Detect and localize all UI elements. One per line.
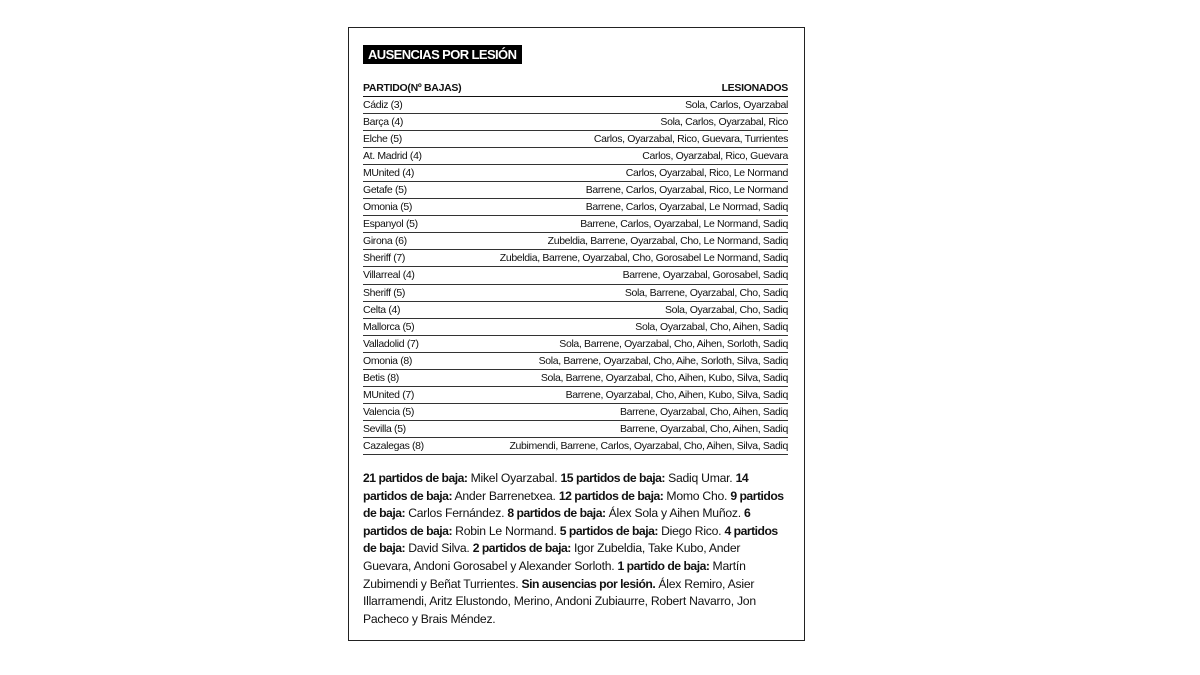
panel-title: AUSENCIAS POR LESIÓN <box>363 45 522 64</box>
players-cell: Carlos, Oyarzabal, Rico, Le Normand <box>625 167 788 180</box>
summary-label: 21 partidos de baja: <box>363 471 468 485</box>
players-cell: Barrene, Carlos, Oyarzabal, Le Normad, Sadiq <box>585 201 788 214</box>
summary-label: 15 partidos de baja: <box>560 471 665 485</box>
match-cell: MUnited (4) <box>363 167 414 180</box>
table-row <box>363 267 788 284</box>
table-row <box>363 387 788 404</box>
players-cell: Carlos, Oyarzabal, Rico, Guevara, Turrientes <box>593 133 788 146</box>
summary-text: Álex Remiro, Asier Illarramendi, Aritz Elustondo, Merino, Andoni Zubiaurre, Robert Navarro, Jon Pacheco y Brais Méndez. <box>363 576 760 626</box>
match-cell: MUnited (7) <box>363 388 414 401</box>
table-row <box>363 370 788 387</box>
table-row <box>363 250 788 267</box>
players-cell: Carlos, Oyarzabal, Rico, Guevara <box>642 150 788 163</box>
summary-paragraph <box>363 470 788 628</box>
table-row <box>363 199 788 216</box>
players-cell: Sola, Barrene, Oyarzabal, Cho, Aihen, Kubo, Silva, Sadiq <box>540 371 788 384</box>
summary-label: 9 partidos de baja: <box>363 488 784 521</box>
summary-text: Mikel Oyarzabal. <box>467 471 561 485</box>
players-cell: Barrene, Oyarzabal, Cho, Aihen, Kubo, Silva, Sadiq <box>565 388 788 401</box>
table-row <box>363 165 788 182</box>
summary-label: 12 partidos de baja: <box>558 488 664 503</box>
match-cell: Betis (8) <box>363 371 399 384</box>
summary-label: 5 partidos de baja: <box>559 523 658 538</box>
table-row <box>363 404 788 421</box>
table-row <box>363 319 788 336</box>
table-row <box>363 353 788 370</box>
players-cell: Sola, Barrene, Oyarzabal, Cho, Sadiq <box>624 286 788 299</box>
summary-text: Carlos Fernández. <box>405 506 508 521</box>
players-cell: Barrene, Oyarzabal, Gorosabel, Sadiq <box>622 269 788 282</box>
match-cell: Elche (5) <box>363 133 402 146</box>
summary-text: David Silva. <box>405 541 473 556</box>
players-cell: Sola, Barrene, Oyarzabal, Cho, Aihe, Sorloth, Silva, Sadiq <box>538 354 788 367</box>
summary-text: Diego Rico. <box>657 523 725 538</box>
players-cell: Zubimendi, Barrene, Carlos, Oyarzabal, Cho, Aihen, Silva, Sadiq <box>509 439 788 452</box>
match-cell: Barça (4) <box>363 116 404 129</box>
players-cell: Sola, Carlos, Oyarzabal <box>685 99 788 111</box>
match-cell: Cazalegas (8) <box>363 439 424 452</box>
summary-label: 8 partidos de baja: <box>507 506 606 521</box>
summary-text: Robin Le Normand. <box>452 523 560 538</box>
summary-label: Sin ausencias por lesión. <box>521 576 656 591</box>
players-cell: Sola, Barrene, Oyarzabal, Cho, Aihen, Sorloth, Sadiq <box>559 337 788 350</box>
table-row <box>363 302 788 319</box>
match-cell: Mallorca (5) <box>363 320 415 333</box>
table-row <box>363 438 788 455</box>
summary-label: 4 partidos de baja: <box>363 523 778 556</box>
summary-text: Sadiq Umar. <box>664 471 736 485</box>
match-cell: Villarreal (4) <box>363 269 415 282</box>
match-cell: Celta (4) <box>363 303 401 316</box>
summary-label: 14 partidos de baja: <box>363 471 749 503</box>
match-cell: Getafe (5) <box>363 184 407 197</box>
table-body <box>363 97 788 455</box>
match-cell: Valencia (5) <box>363 405 415 418</box>
match-cell: Espanyol (5) <box>363 218 418 231</box>
match-cell: Sheriff (7) <box>363 252 406 265</box>
absences-table <box>363 80 788 455</box>
summary-text: Álex Sola y Aihen Muñoz. <box>605 506 745 521</box>
table-header <box>363 80 788 97</box>
table-row <box>363 216 788 233</box>
match-cell: Omonia (8) <box>363 354 413 367</box>
players-cell: Barrene, Carlos, Oyarzabal, Rico, Le Normand <box>585 184 788 197</box>
match-cell: Omonia (5) <box>363 201 413 214</box>
players-cell: Barrene, Oyarzabal, Cho, Aihen, Sadiq <box>620 405 788 418</box>
players-cell: Barrene, Oyarzabal, Cho, Aihen, Sadiq <box>620 422 788 435</box>
match-cell: Valladolid (7) <box>363 337 419 350</box>
header-players: LESIONADOS <box>721 82 788 94</box>
injury-absences-panel <box>348 27 805 641</box>
match-cell: At. Madrid (4) <box>363 150 422 163</box>
players-cell: Barrene, Carlos, Oyarzabal, Le Normand, Sadiq <box>580 218 788 231</box>
match-cell: Sevilla (5) <box>363 422 406 435</box>
match-cell: Girona (6) <box>363 235 407 248</box>
summary-text: Ander Barrenetxea. <box>452 488 559 503</box>
table-row <box>363 421 788 438</box>
table-row <box>363 114 788 131</box>
table-row <box>363 148 788 165</box>
header-match: PARTIDO(Nº BAJAS) <box>363 82 462 94</box>
table-row <box>363 336 788 353</box>
table-row <box>363 285 788 302</box>
players-cell: Sola, Oyarzabal, Cho, Sadiq <box>664 303 788 316</box>
table-row <box>363 233 788 250</box>
summary-text: Momo Cho. <box>663 488 731 503</box>
summary-label: 2 partidos de baja: <box>472 541 571 556</box>
match-cell: Sheriff (5) <box>363 286 406 299</box>
table-row <box>363 182 788 199</box>
summary-text: Igor Zubeldia, Take Kubo, Ander Guevara, Andoni Gorosabel y Alexander Sorloth. <box>363 541 744 573</box>
players-cell: Sola, Carlos, Oyarzabal, Rico <box>660 116 788 129</box>
summary-label: 1 partido de baja: <box>617 558 710 573</box>
summary-label: 6 partidos de baja: <box>363 506 751 538</box>
summary-text: Martín Zubimendi y Beñat Turrientes. <box>363 558 749 591</box>
table-row <box>363 97 788 114</box>
match-cell: Cádiz (3) <box>363 99 403 111</box>
players-cell: Zubeldia, Barrene, Oyarzabal, Cho, Gorosabel Le Normand, Sadiq <box>499 252 788 265</box>
table-row <box>363 131 788 148</box>
players-cell: Sola, Oyarzabal, Cho, Aihen, Sadiq <box>635 320 788 333</box>
players-cell: Zubeldia, Barrene, Oyarzabal, Cho, Le Normand, Sadiq <box>547 235 788 248</box>
